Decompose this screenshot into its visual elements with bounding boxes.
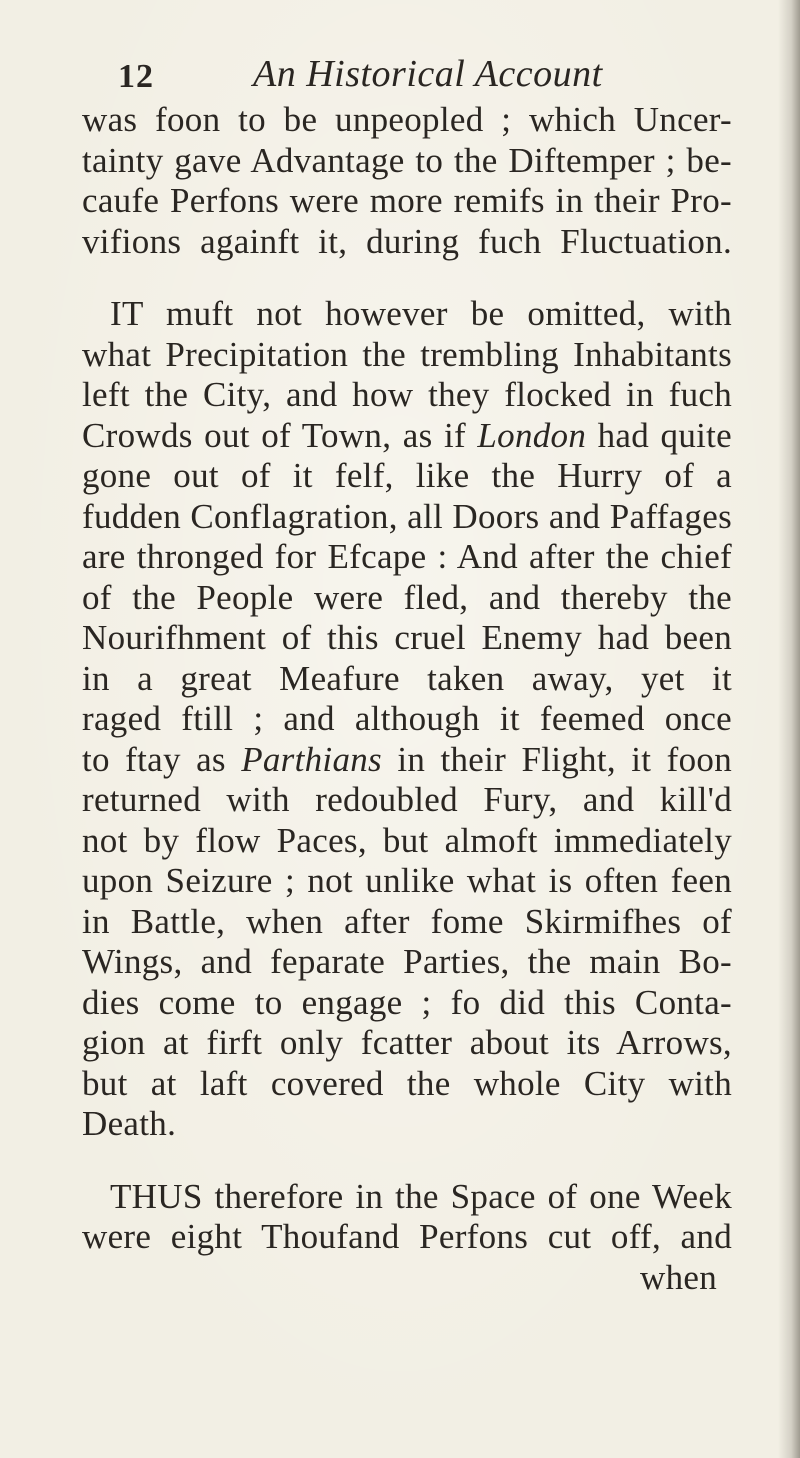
text-line: in Battle, when after fome Skirmifhes of xyxy=(82,901,732,941)
text-line: IT muft not however be omitted, with xyxy=(110,294,732,333)
text-line: vifions againft it, during fuch Fluctuation. xyxy=(82,221,732,261)
text-segment: had quite xyxy=(597,415,732,455)
text-line: not by flow Paces, but almoft immediately xyxy=(82,820,732,860)
text-segment: in their Flight, it foon xyxy=(397,739,732,779)
text-line: fudden Conflagration, all Doors and Paffages xyxy=(82,496,732,536)
text-line: but at laft covered the whole City with xyxy=(82,1063,732,1103)
page-number: 12 xyxy=(118,58,154,95)
text-line: of the People were fled, and thereby the xyxy=(82,577,732,617)
text-line xyxy=(82,740,732,780)
italic-word: Parthians xyxy=(241,739,382,779)
text-line: upon Seizure ; not unlike what is often feen xyxy=(82,861,732,900)
text-line: Wings, and feparate Parties, the main Bo- xyxy=(82,942,732,981)
text-line: raged ftill ; and although it feemed once xyxy=(82,699,732,738)
text-line: tainty gave Advantage to the Diftemper ; be- xyxy=(82,140,732,180)
text-line: caufe Perfons were more remifs in their Pro- xyxy=(82,181,732,220)
text-line: Death. xyxy=(82,1104,177,1143)
text-segment: Crowds out of Town, as if xyxy=(82,415,466,455)
text-line: Nourifhment of this cruel Enemy had been xyxy=(82,618,732,657)
text-line: gion at firft only fcatter about its Arrows, xyxy=(82,1023,732,1062)
running-title: An Historical Account xyxy=(253,53,603,95)
catchword: when xyxy=(640,1257,718,1297)
text-segment: to ftay as xyxy=(82,739,226,779)
text-line: are thronged for Efcape : And after the chief xyxy=(82,537,732,576)
text-line: dies come to engage ; fo did this Conta- xyxy=(82,982,732,1022)
text-line xyxy=(82,416,732,456)
text-line: gone out of it felf, like the Hurry of a xyxy=(82,456,732,495)
text-line: left the City, and how they flocked in fuch xyxy=(82,375,732,414)
text-line: in a great Meafure taken away, yet it xyxy=(82,658,732,698)
text-line: was foon to be unpeopled ; which Uncer- xyxy=(82,100,732,139)
text-line: THUS therefore in the Space of one Week xyxy=(110,1176,732,1216)
text-line: what Precipitation the trembling Inhabitants xyxy=(82,334,732,374)
text-line: were eight Thoufand Perfons cut off, and xyxy=(82,1217,732,1256)
text-line: returned with redoubled Fury, and kill'd xyxy=(82,780,732,819)
italic-word: London xyxy=(477,415,587,455)
